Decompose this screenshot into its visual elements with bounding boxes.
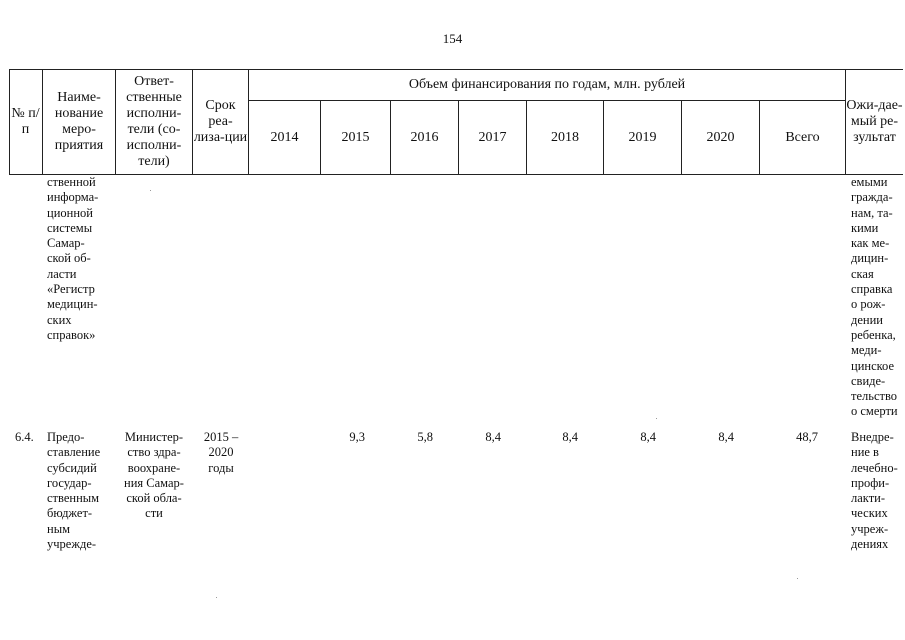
scan-speck xyxy=(150,190,151,191)
row-6-4-result: Внедре- ние в лечебно- профи- лакти- ческих учреж- дениях xyxy=(851,430,898,552)
row-6-4-responsible: Министер- ство здра- воохране- ния Самар- ской обла- сти xyxy=(124,430,184,521)
header-financing-title: Объем финансирования по годам, млн. рублей xyxy=(408,77,686,92)
header-name: Наиме-нование меро-приятия xyxy=(54,90,104,153)
header-number: № п/п xyxy=(11,106,40,137)
row-6-4-number: 6.4. xyxy=(15,430,34,444)
continued-row-name: ственной информа- ционной системы Самар- ской об- ласти «Регистр медицин- ских справок» xyxy=(47,175,99,342)
row-6-4-value-2018: 8,4 xyxy=(562,430,578,444)
header-responsible: Ответ-ственные исполни-тели (со-исполни-тели) xyxy=(126,74,182,169)
row-6-4-value-2016: 5,8 xyxy=(417,430,433,444)
scan-speck xyxy=(797,578,798,579)
header-year-2015: 2015 xyxy=(341,129,370,145)
continued-row-result: емыми гражда- нам, та- кими как ме- дицин- ская справка о рож- дении ребенка, меди- цинское свиде- тельство о смерти xyxy=(851,175,898,419)
row-6-4-name: Предо- ставление субсидий государ- ственным бюджет- ным учрежде- xyxy=(47,430,101,552)
row-6-4-value-2015: 9,3 xyxy=(349,430,365,444)
page-number: 154 xyxy=(442,31,463,46)
row-6-4-term: 2015 – 2020 годы xyxy=(203,430,239,475)
header-year-2018: 2018 xyxy=(551,129,579,145)
header-year-2016: 2016 xyxy=(410,129,439,145)
header-total: Всего xyxy=(785,129,820,145)
header-year-2020: 2020 xyxy=(706,129,735,145)
header-term: Срок реа-лиза-ции xyxy=(193,98,248,145)
row-6-4-value-2017: 8,4 xyxy=(485,430,501,444)
scan-speck xyxy=(656,418,657,419)
row-6-4-value-total: 48,7 xyxy=(796,430,818,444)
header-year-2017: 2017 xyxy=(478,129,507,145)
row-6-4-value-2020: 8,4 xyxy=(718,430,734,444)
header-year-2014: 2014 xyxy=(270,129,299,145)
row-6-4-value-2019: 8,4 xyxy=(640,430,656,444)
header-year-2019: 2019 xyxy=(628,129,657,145)
scan-speck xyxy=(216,597,217,598)
header-expected-result: Ожи-дае-мый ре-зультат xyxy=(846,98,903,145)
